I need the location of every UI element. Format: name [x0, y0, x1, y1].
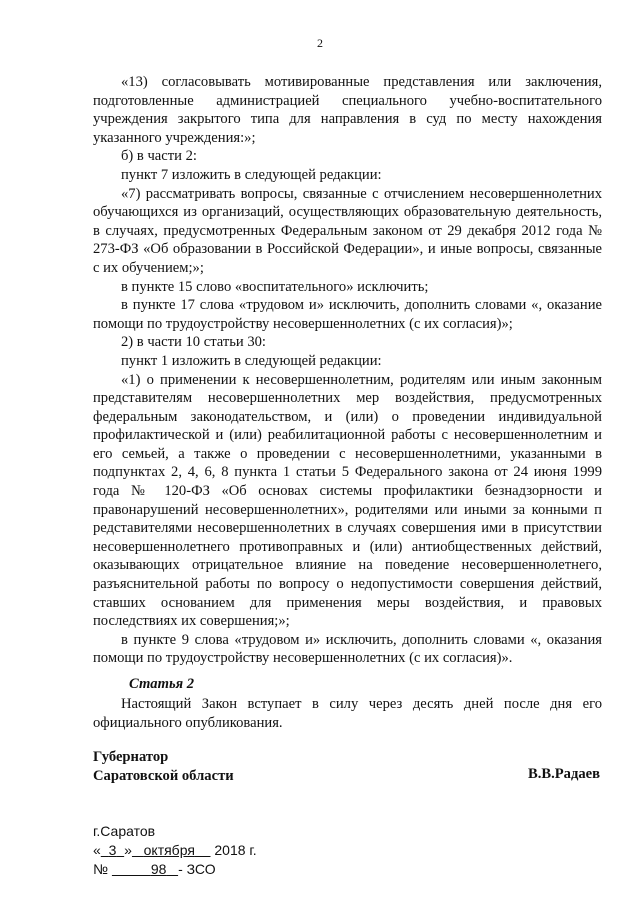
paragraph-item-1-intro: пункт 1 изложить в следующей редакции:	[121, 352, 382, 369]
footer-date-day: 3	[108, 842, 117, 858]
footer-date-month: октября	[143, 842, 195, 858]
article-2-text: Настоящий Закон вступает в силу через десять дней после дня его официального опубликования.	[93, 696, 602, 731]
footer-number-prefix: №	[93, 861, 109, 877]
article-2-heading: Статья 2	[129, 676, 195, 692]
footer-number-suffix: - ЗСО	[178, 861, 216, 877]
signature-title-line2: Саратовской области	[93, 768, 234, 784]
paragraph-13-approval: «13) согласовывать мотивированные представления или заключения, подготовленные администрацией специального учебно-воспитательного учреждения закрытого типа для направления в суд по месту нахождения указанного учреждения:»;	[93, 74, 602, 146]
page-number: 2	[317, 36, 323, 50]
footer-number-value: 98	[150, 861, 167, 877]
law-amendments-text	[93, 73, 602, 668]
footer-number	[93, 860, 257, 879]
document-footer	[93, 822, 257, 879]
signature-title-line1: Губернатор	[93, 749, 169, 765]
paragraph-item-17: в пункте 17 слова «трудовом и» исключить, дополнить словами «, оказание помощи по трудоустройству несовершеннолетних (с их согласия)»;	[93, 297, 602, 332]
paragraph-item-9: в пункте 9 слова «трудовом и» исключить, дополнить словами «, оказания помощи по трудоустройству несовершеннолетних (с их согласия)».	[93, 631, 602, 667]
article-2-text-block	[93, 695, 602, 732]
signature-name: В.В.Радаев	[527, 766, 600, 782]
signature-title	[93, 748, 234, 786]
paragraph-item-1-text: «1) о применении к несовершеннолетним, родителям или иным законным представителям несовершеннолетних мер воздействия, предусмотренных федеральным законодательством, и (или) о проведении индивидуальной профилактической и (или) реабилитационной работы с несовершеннолетним и его семьей, а также о проведении с несовершеннолетними, указанными в подпунктах 2, 4, 6, 8 пункта 1 статьи 5 Федерального закона от 24 июня 1999 года № 120-ФЗ «Об основах системы профилактики безнадзорности и правонарушений несовершеннолетних», родителями или иными за конными п редставителями несовершеннолетних в случаях совершения ими в присутствии несовершеннолетнего противоправных и (или) антиобщественных действий, оказывающих отрицательное влияние на поведение несовершеннолетнего, разъяснительной работы по вопросу о недопустимости совершения действий, ставших основанием для применения меры воздействия, и правовых последствиях их совершения;»;	[93, 371, 602, 630]
paragraph-part-10-heading: 2) в части 10 статьи 30:	[121, 334, 266, 351]
paragraph-item-15: в пункте 15 слово «воспитательного» исключить;	[121, 278, 429, 295]
paragraph-item-7-intro: пункт 7 изложить в следующей редакции:	[121, 166, 382, 183]
footer-city: г.Саратов	[93, 823, 156, 839]
paragraph-part-2-heading: б) в части 2:	[121, 148, 197, 165]
footer-date-year: 2018 г.	[214, 842, 257, 858]
footer-date: « 3 » октября 2018 г.	[93, 842, 257, 858]
paragraph-item-7-text: «7) рассматривать вопросы, связанные с отчислением несовершеннолетних обучающихся из организаций, осуществляющих образовательную деятельность, в случаях, предусмотренных Федеральным законом от 29 декабря 2012 года № 273-ФЗ «Об образовании в Российской Федерации», и иные вопросы, связанные с их обучением;»;	[93, 185, 602, 276]
